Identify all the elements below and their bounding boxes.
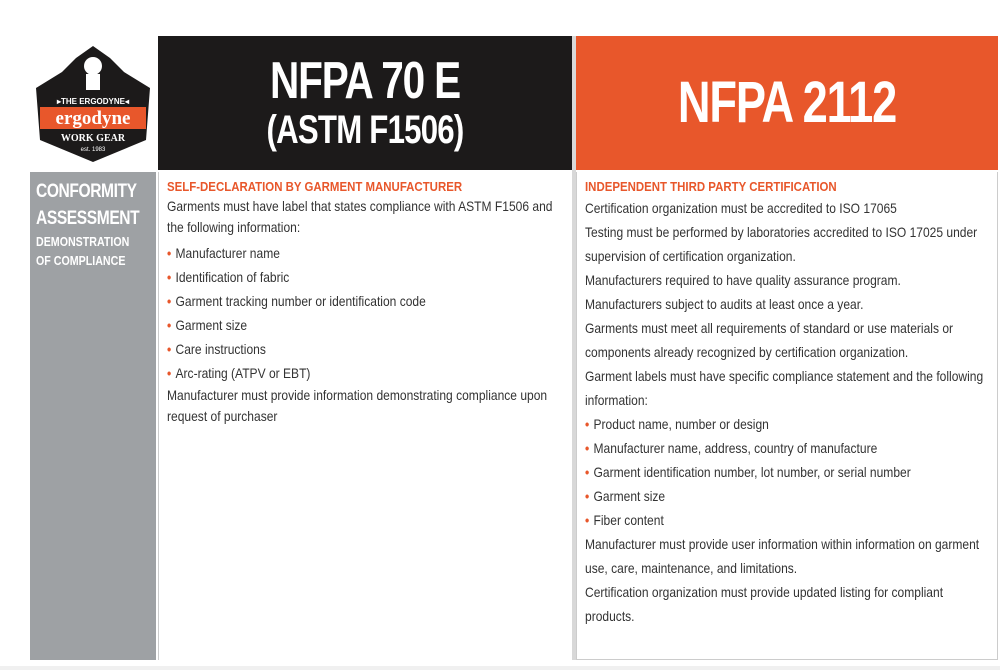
- header-nfpa-70e: [158, 36, 572, 170]
- logo-top-text: ▸THE ERGODYNE◂: [56, 97, 130, 106]
- sidebar-line-compliance: OF COMPLIANCE: [36, 253, 126, 268]
- col-b-bullet-list: [585, 412, 991, 532]
- bullet-icon: •: [167, 269, 172, 285]
- sidebar-line-assessment: ASSESSMENT: [36, 208, 140, 229]
- header-a-title: NFPA 70 E: [269, 52, 461, 110]
- bullet-icon: •: [167, 341, 172, 357]
- logo-brand: ergodyne: [55, 108, 131, 129]
- list-item: • Identification of fabric: [167, 265, 565, 289]
- column-nfpa-2112: [576, 172, 998, 660]
- bullet-icon: •: [585, 512, 590, 528]
- list-item: • Care instructions: [167, 337, 565, 361]
- col-a-bullet-list: [167, 241, 566, 385]
- list-item: • Arc-rating (ATPV or EBT): [167, 361, 565, 385]
- logo-badge: [30, 36, 156, 170]
- list-item: • Manufacturer name: [167, 241, 565, 265]
- bullet-icon: •: [585, 416, 590, 432]
- col-a-heading: SELF-DECLARATION BY GARMENT MANUFACTURER: [167, 179, 463, 194]
- header-b-title: NFPA 2112: [677, 70, 897, 135]
- col-b-p7: Manufacturer must provide user information within information on garment use, care, maintenance, and limitations.: [585, 536, 980, 576]
- logo-est: est. 1983: [80, 147, 106, 153]
- bullet-icon: •: [167, 245, 172, 261]
- col-b-p2: Testing must be performed by laboratories accredited to ISO 17025 under supervision of certification organization.: [585, 224, 978, 264]
- sidebar-line-demonstration: DEMONSTRATION: [36, 234, 130, 249]
- logo-bottom-text: WORK GEAR: [60, 133, 126, 144]
- sidebar-label: [30, 172, 156, 660]
- list-item: • Garment size: [167, 313, 565, 337]
- bullet-icon: •: [167, 293, 172, 309]
- col-b-p4: Manufacturers subject to audits at least once a year.: [585, 296, 864, 312]
- bottom-rule: [0, 666, 1000, 670]
- header-nfpa-2112: [576, 36, 998, 170]
- list-item: • Garment size: [585, 484, 990, 508]
- col-b-p3: Manufacturers required to have quality assurance program.: [585, 272, 901, 288]
- bullet-icon: •: [585, 464, 590, 480]
- list-item: • Garment tracking number or identification code: [167, 289, 565, 313]
- bullet-icon: •: [585, 488, 590, 504]
- col-b-p8: Certification organization must provide updated listing for compliant products.: [585, 584, 944, 624]
- col-b-heading: INDEPENDENT THIRD PARTY CERTIFICATION: [585, 179, 837, 194]
- list-item: • Garment identification number, lot number, or serial number: [585, 460, 990, 484]
- list-item: • Manufacturer name, address, country of manufacture: [585, 436, 990, 460]
- col-b-p5: Garments must meet all requirements of standard or use materials or components already recognized by certification organization.: [585, 320, 954, 360]
- sidebar-line-conformity: CONFORMITY: [36, 181, 137, 202]
- col-a-intro: Garments must have label that states compliance with ASTM F1506 and the following information:: [167, 198, 553, 235]
- col-a-closing: Manufacturer must provide information demonstrating compliance upon request of purchaser: [167, 387, 548, 424]
- list-item: • Product name, number or design: [585, 412, 990, 436]
- bullet-icon: •: [585, 440, 590, 456]
- ergodyne-logo: [30, 36, 156, 170]
- bullet-icon: •: [167, 317, 172, 333]
- header-a-subtitle: (ASTM F1506): [266, 108, 464, 152]
- col-b-p1: Certification organization must be accredited to ISO 17065: [585, 200, 897, 216]
- bullet-icon: •: [167, 365, 172, 381]
- col-b-p6: Garment labels must have specific compliance statement and the following information:: [585, 368, 984, 408]
- comparison-table: [30, 36, 998, 660]
- list-item: • Fiber content: [585, 508, 990, 532]
- column-nfpa-70e: [158, 172, 572, 660]
